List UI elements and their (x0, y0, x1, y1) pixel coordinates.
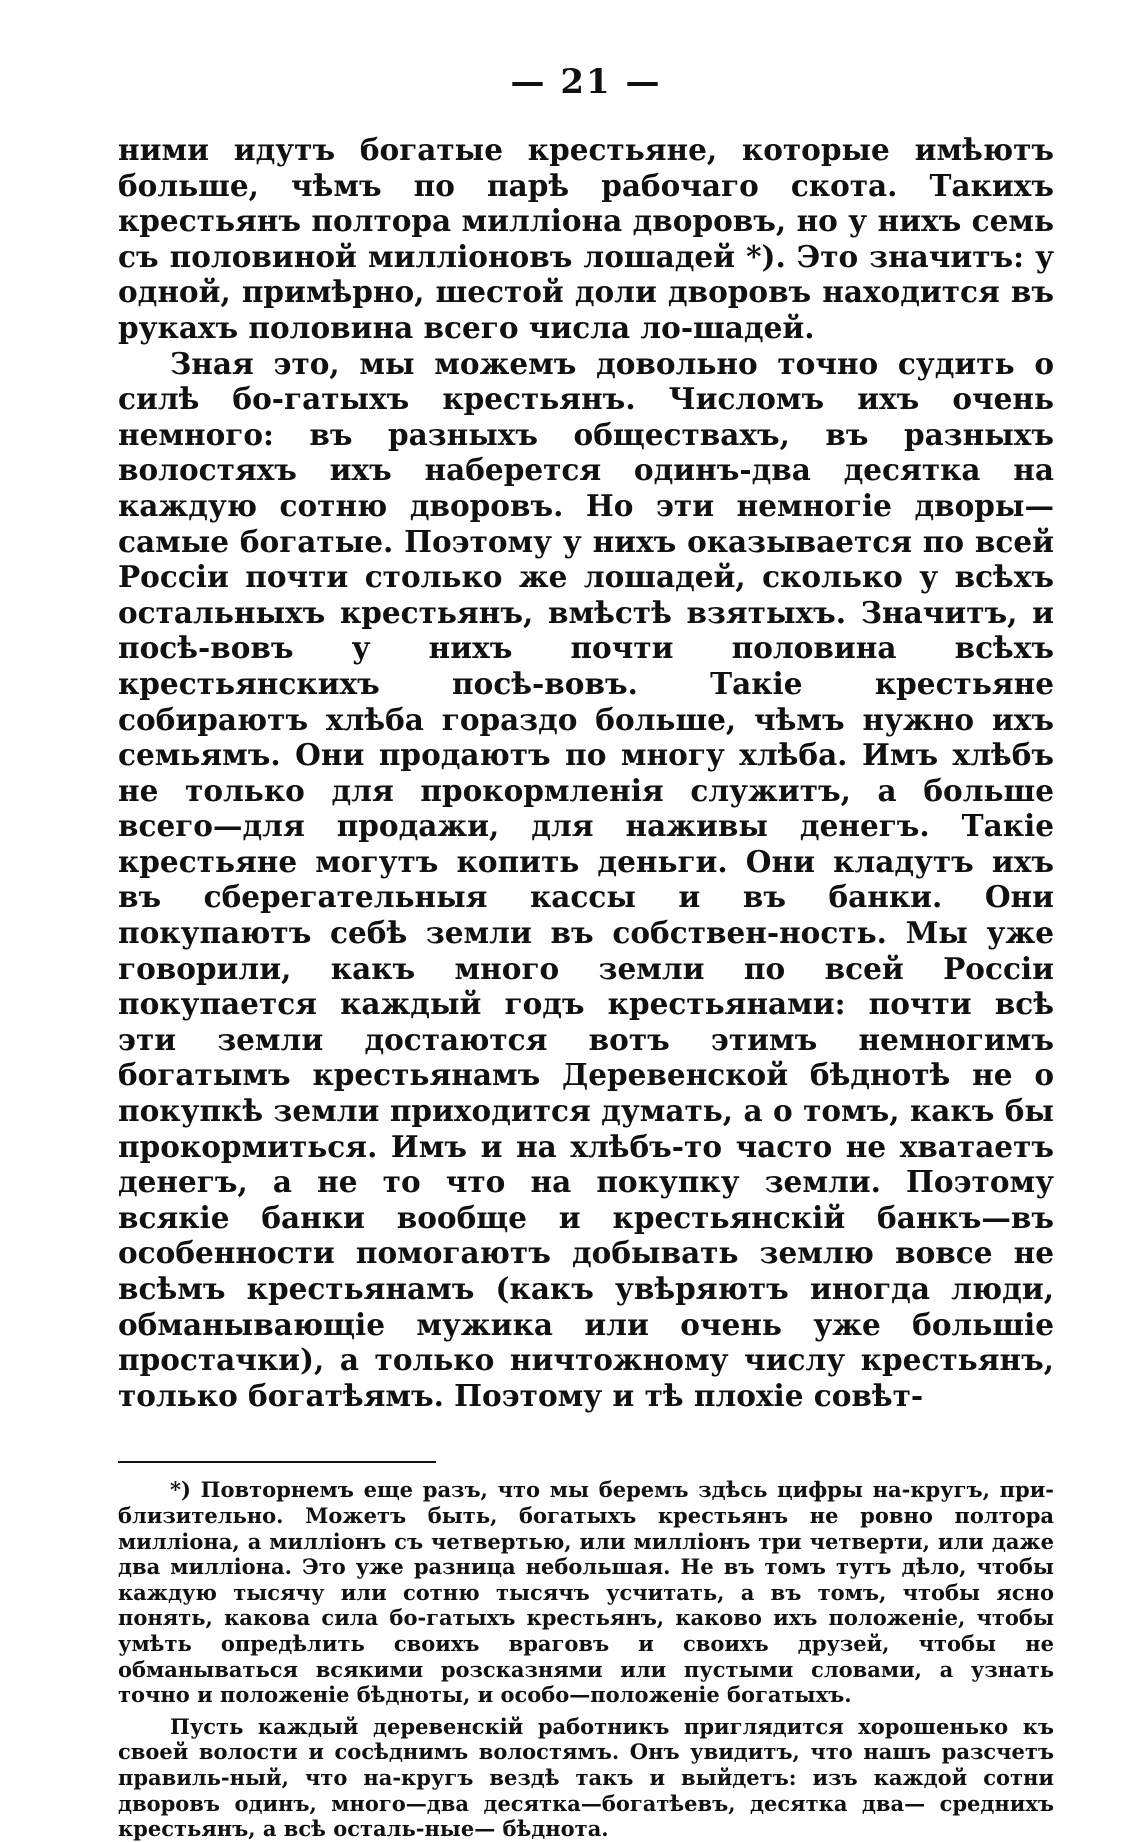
footnote-divider (118, 1461, 436, 1463)
footnote (118, 1477, 1054, 1841)
footnote-paragraph: *) Повторнемъ еще разъ, что мы беремъ здѣсь цифры на-кругъ, при-близительно. Можетъ быть, богатыхъ крестьянъ не ровно полтора милліона, а милліонъ съ четвертью, или милліонъ три четверти, или даже два милліона. Это уже разница небольшая. Не въ томъ тутъ дѣло, чтобы каждую тысячу или сотню тысячъ усчитать, а въ томъ, чтобы ясно понять, какова сила бо-гатыхъ крестьянъ, каково ихъ положеніе, чтобы умѣть опредѣлить своихъ враговъ и своихъ друзей, чтобы не обманываться всякими розсказнями или пустыми словами, а узнать точно и положеніе бѣдноты, и особо—положеніе богатыхъ. (118, 1477, 1054, 1708)
paragraph: Зная это, мы можемъ довольно точно судить о силѣ бо-гатыхъ крестьянъ. Числомъ ихъ очень немного: въ разныхъ обществахъ, въ разныхъ волостяхъ ихъ наберется одинъ-два десятка на каждую сотню дворовъ. Но эти немногіе дворы—самые богатые. Поэтому у нихъ оказывается по всей Россіи почти столько же лошадей, сколько у всѣхъ остальныхъ крестьянъ, вмѣстѣ взятыхъ. Значитъ, и посѣ-вовъ у нихъ почти половина всѣхъ крестьянскихъ посѣ-вовъ. Такіе крестьяне собираютъ хлѣба гораздо больше, чѣмъ нужно ихъ семьямъ. Они продаютъ по многу хлѣба. Имъ хлѣбъ не только для прокормленія служитъ, а больше всего—для продажи, для наживы денегъ. Такіе крестьяне могутъ копить деньги. Они кладутъ ихъ въ сберегательныя кассы и въ банки. Они покупаютъ себѣ земли въ собствен-ность. Мы уже говорили, какъ много земли по всей Россіи покупается каждый годъ крестьянами: почти всѣ эти земли достаются вотъ этимъ немногимъ богатымъ крестьянамъ Деревенской бѣднотѣ не о покупкѣ земли приходится думать, а о томъ, какъ бы прокормиться. Имъ и на хлѣбъ-то часто не хватаетъ денегъ, а не то что на покупку земли. Поэтому всякіе банки вообще и крестьянскій банкъ—въ особенности помогаютъ добывать землю вовсе не всѣмъ крестьянамъ (какъ увѣряютъ иногда люди, обманывающіе мужика или очень уже большіе простачки), а только ничтожному числу крестьянъ, только богатѣямъ. Поэтому и тѣ плохіе совѣт- (118, 345, 1054, 1413)
footnote-paragraph: Пусть каждый деревенскій работникъ приглядится хорошенько къ своей волости и сосѣднимъ волостямъ. Онъ увидитъ, что нашъ разсчетъ правиль-ный, что на-кругъ вездѣ такъ и выйдетъ: изъ каждой сотни дворовъ одинъ, много—два десятка—богатѣевъ, десятка два— среднихъ крестьянъ, а всѣ осталь-ные— бѣднота. (118, 1713, 1054, 1842)
page-number: — 21 — (510, 62, 662, 102)
book-page (118, 60, 1054, 1842)
main-text (118, 132, 1054, 1413)
paragraph-continuation: ними идутъ богатые крестьяне, которые имѣютъ больше, чѣмъ по парѣ рабочаго скота. Такихъ крестьянъ полтора милліона дворовъ, но у нихъ семь съ половиной милліоновъ лошадей *). Это значитъ: у одной, примѣрно, шестой доли дворовъ находится въ рукахъ половина всего числа ло-шадей. (118, 132, 1054, 345)
